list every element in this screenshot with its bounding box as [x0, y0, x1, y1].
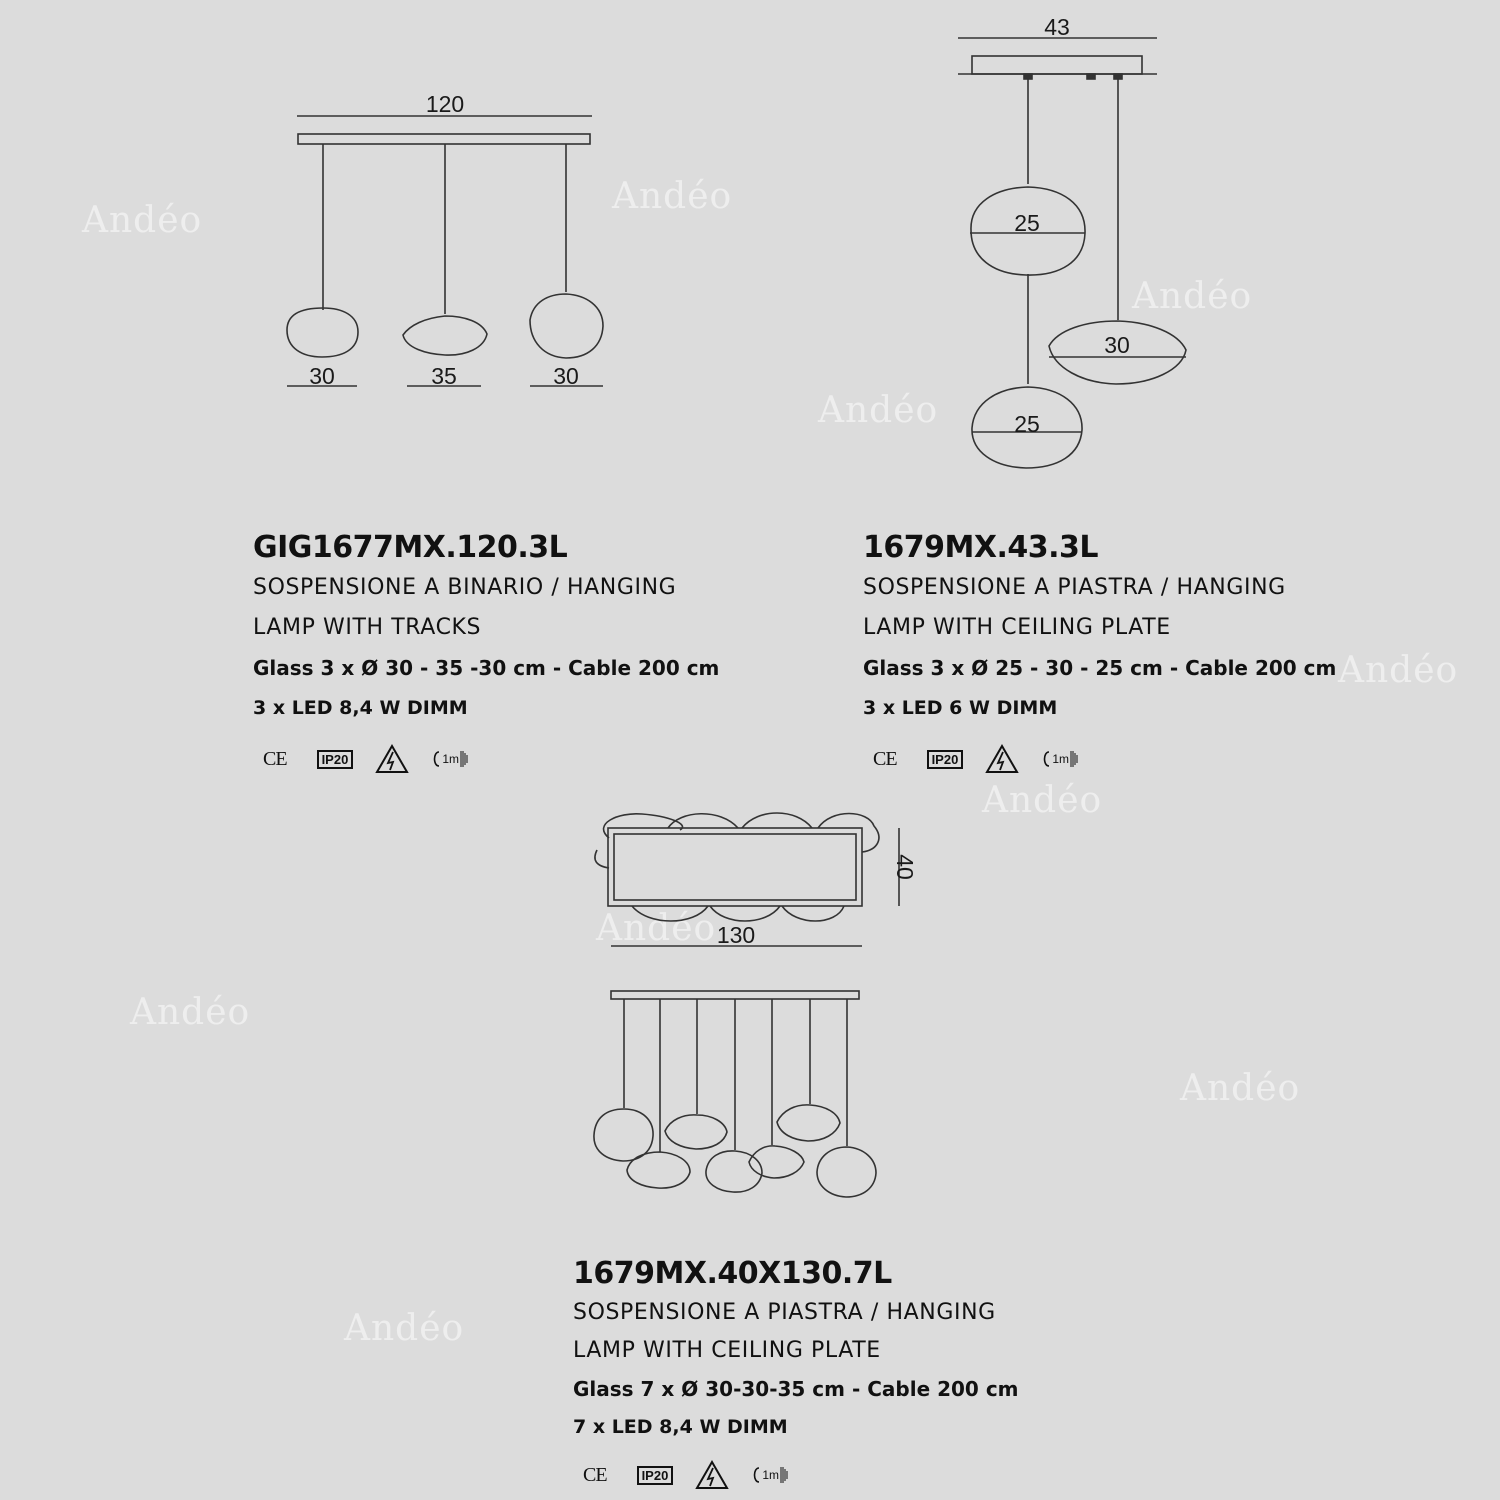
product-description-line1: SOSPENSIONE A PIASTRA / HANGING — [863, 575, 1286, 600]
plate-outline-outer — [608, 828, 862, 906]
diameter-label: 30 — [309, 363, 335, 389]
diameter-label: 35 — [431, 363, 457, 389]
ip20-icon: IP20 — [927, 750, 964, 769]
product-gig1677mx — [253, 528, 719, 776]
width-dimension: 43 — [1044, 14, 1070, 40]
cable-length-label: 1m — [442, 752, 459, 766]
diameter-label: 30 — [1104, 332, 1130, 358]
product-1679mx-40x130 — [573, 1254, 1019, 1492]
glass-cable-spec: Glass 3 x Ø 30 - 35 -30 cm - Cable 200 cm — [253, 656, 720, 680]
certification-icons — [253, 742, 719, 776]
ce-mark-icon: CE — [873, 747, 897, 770]
diameter-label: 30 — [553, 363, 579, 389]
watermark: Andéo — [344, 1308, 465, 1349]
drawing-side-view — [594, 991, 876, 1197]
watermark: Andéo — [612, 176, 733, 217]
led-spec: 3 x LED 6 W DIMM — [863, 697, 1058, 719]
cable-length-icon — [1041, 750, 1078, 768]
watermark: Andéo — [82, 200, 203, 241]
glass-globe — [594, 1109, 653, 1161]
ceiling-plate — [972, 56, 1142, 74]
ip20-icon: IP20 — [317, 750, 354, 769]
watermark: Andéo — [818, 390, 939, 431]
glass-cable-spec: Glass 7 x Ø 30-30-35 cm - Cable 200 cm — [573, 1377, 1019, 1401]
glass-globe — [403, 316, 487, 355]
electrical-hazard-icon — [985, 744, 1019, 774]
certification-icons — [863, 742, 1336, 776]
electrical-hazard-icon — [695, 1460, 729, 1490]
glass-globe — [706, 1151, 762, 1192]
led-spec: 3 x LED 8,4 W DIMM — [253, 697, 468, 719]
product-code: 1679MX.43.3L — [863, 530, 1099, 565]
glass-globe — [749, 1146, 804, 1178]
width-dimension: 130 — [716, 922, 756, 948]
led-spec: 7 x LED 8,4 W DIMM — [573, 1416, 788, 1438]
depth-dimension: 40 — [892, 854, 918, 880]
electrical-hazard-icon — [375, 744, 409, 774]
certification-icons — [573, 1458, 1019, 1492]
watermark: Andéo — [982, 780, 1103, 821]
watermark: Andéo — [1180, 1068, 1301, 1109]
track-rail — [298, 134, 590, 144]
product-description-line1: SOSPENSIONE A PIASTRA / HANGING — [573, 1300, 996, 1325]
product-1679mx-43 — [863, 528, 1336, 776]
glass-globe — [530, 294, 603, 358]
watermark: Andéo — [1132, 276, 1253, 317]
plate-outline-inner — [614, 834, 856, 900]
diameter-label: 25 — [1014, 210, 1040, 236]
cable-length-icon — [751, 1466, 788, 1484]
glass-globe — [817, 1147, 876, 1197]
ip20-icon: IP20 — [637, 1466, 674, 1485]
glass-globe — [627, 1152, 690, 1188]
product-description-line2: LAMP WITH CEILING PLATE — [573, 1338, 881, 1363]
glass-globe — [777, 1105, 840, 1141]
watermark: Andéo — [1338, 650, 1459, 691]
glass-cable-spec: Glass 3 x Ø 25 - 30 - 25 cm - Cable 200 cm — [863, 656, 1337, 680]
watermark: Andéo — [130, 992, 251, 1033]
drawing-track-lamp — [287, 116, 603, 386]
watermark: Andéo — [596, 908, 717, 949]
cable-length-label: 1m — [762, 1468, 779, 1482]
drawing-ceiling-plate-lamp — [958, 38, 1186, 468]
ceiling-plate — [611, 991, 859, 999]
product-code: 1679MX.40X130.7L — [573, 1256, 892, 1291]
product-description-line1: SOSPENSIONE A BINARIO / HANGING — [253, 575, 677, 600]
cable-length-icon — [431, 750, 468, 768]
product-description-line2: LAMP WITH CEILING PLATE — [863, 615, 1171, 640]
diameter-label: 25 — [1014, 411, 1040, 437]
glass-globe — [287, 308, 358, 357]
ce-mark-icon: CE — [583, 1463, 607, 1486]
ce-mark-icon: CE — [263, 747, 287, 770]
glass-globe — [665, 1115, 727, 1149]
cable-length-label: 1m — [1052, 752, 1069, 766]
product-description-line2: LAMP WITH TRACKS — [253, 615, 482, 640]
width-dimension: 120 — [425, 91, 465, 117]
product-code: GIG1677MX.120.3L — [253, 530, 568, 565]
